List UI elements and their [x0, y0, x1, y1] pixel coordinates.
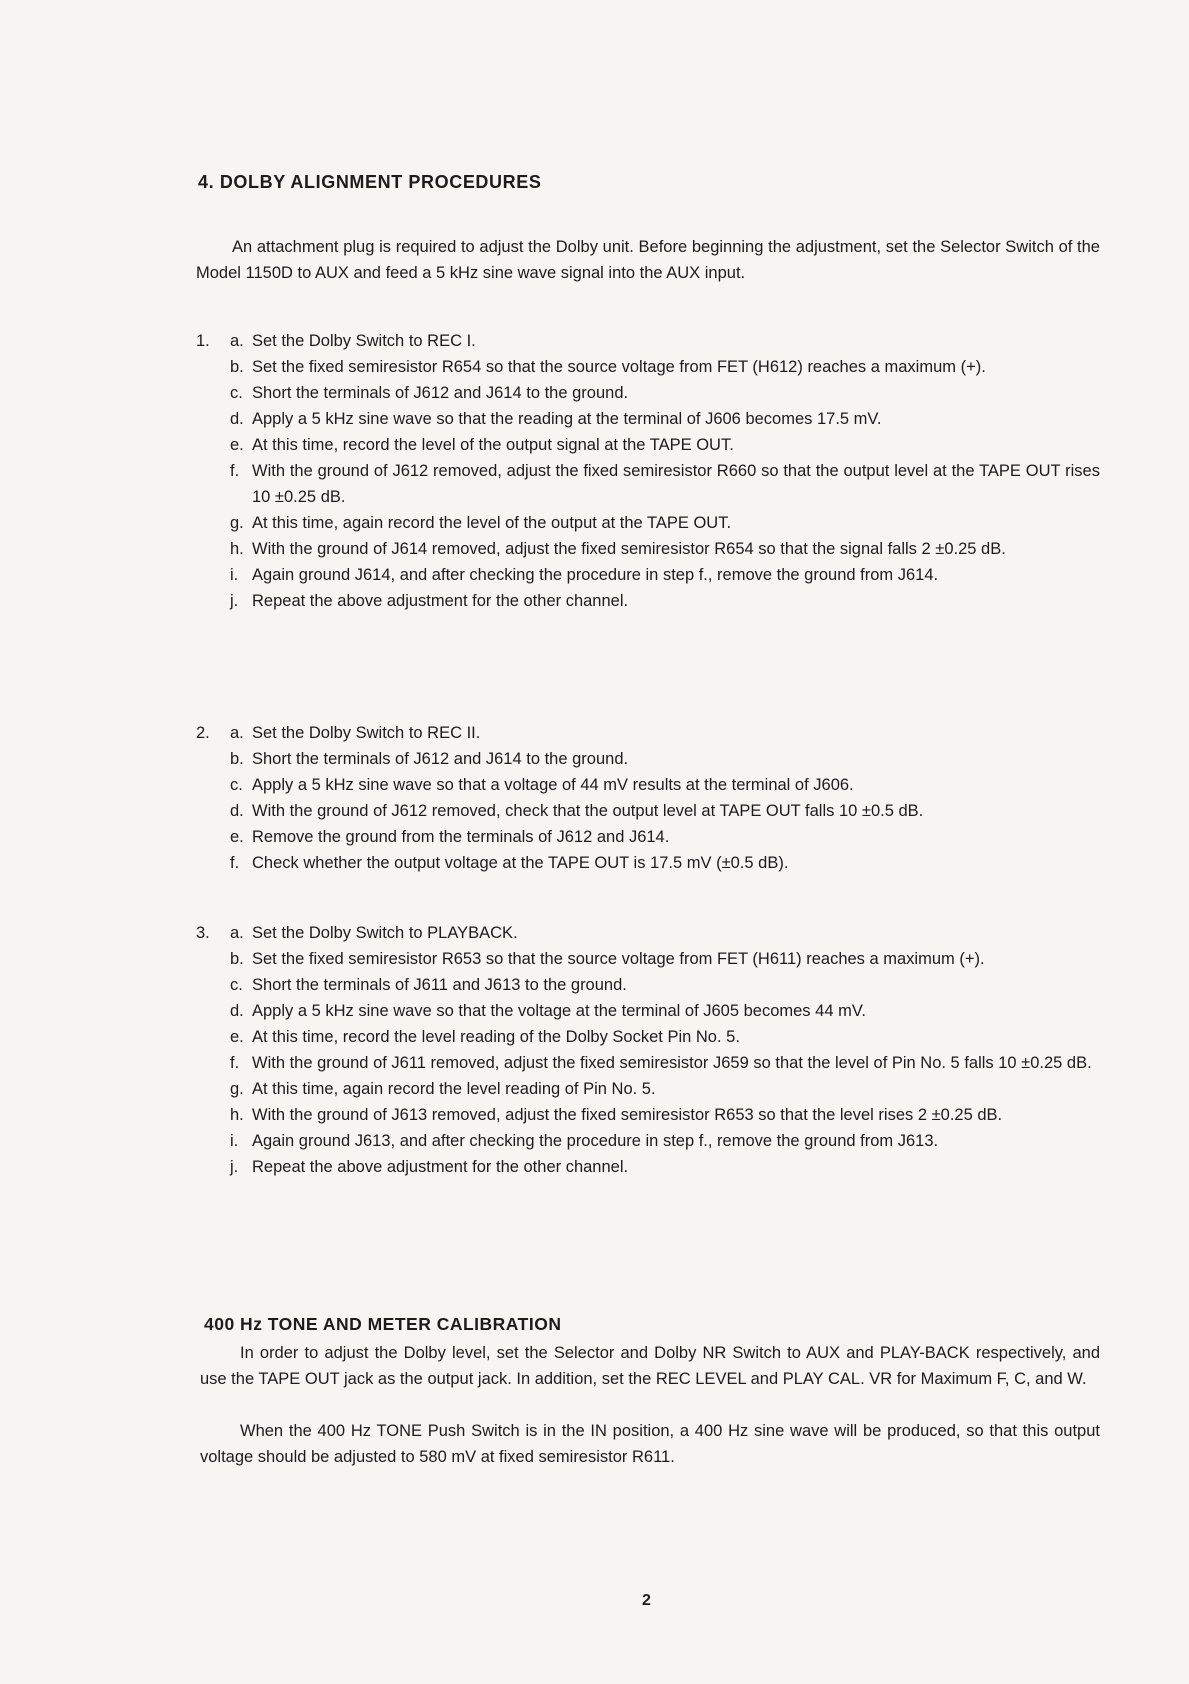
list-item: [230, 406, 1100, 432]
step-number: 1.: [196, 332, 210, 350]
list-item: [230, 998, 1100, 1024]
list-item: [230, 380, 1100, 406]
item-letter: b.: [230, 950, 244, 968]
item-text: Apply a 5 kHz sine wave so that a voltage of 44 mV results at the terminal of J606.: [252, 776, 854, 794]
item-letter: j.: [230, 1158, 239, 1176]
list-item: [230, 458, 1100, 510]
list-item: [230, 920, 1100, 946]
item-text: With the ground of J611 removed, adjust the fixed semiresistor J659 so that the level of Pin No. 5 falls 10 ±0.25 dB.: [252, 1054, 1092, 1072]
item-text: Again ground J613, and after checking the procedure in step f., remove the ground from J613.: [252, 1132, 939, 1150]
item-text: Short the terminals of J612 and J614 to the ground.: [252, 750, 629, 768]
list-item: [230, 432, 1100, 458]
item-text: Repeat the above adjustment for the other channel.: [252, 1158, 629, 1176]
item-letter: i.: [230, 1132, 239, 1150]
item-letter: e.: [230, 436, 244, 454]
step-number: 2.: [196, 724, 210, 742]
item-letter: a.: [230, 332, 244, 350]
step-number: 3.: [196, 924, 210, 942]
list-item: [230, 1154, 1100, 1180]
item-text: Set the fixed semiresistor R653 so that the source voltage from FET (H611) reaches a maximum (+).: [252, 950, 985, 968]
item-text: Short the terminals of J612 and J614 to the ground.: [252, 384, 629, 402]
item-letter: d.: [230, 802, 244, 820]
item-text: Set the Dolby Switch to REC II.: [252, 724, 481, 742]
item-letter: f.: [230, 854, 240, 872]
list-item: [230, 972, 1100, 998]
section-heading: 4. DOLBY ALIGNMENT PROCEDURES: [198, 172, 542, 192]
list-item: [230, 798, 1100, 824]
item-text: Set the Dolby Switch to PLAYBACK.: [252, 924, 518, 942]
item-letter: d.: [230, 410, 244, 428]
intro-paragraph: An attachment plug is required to adjust the Dolby unit. Before beginning the adjustment, set the Selector Switch of the Model 1150D to AUX and feed a 5 kHz sine wave signal into the AUX input.: [196, 238, 1100, 282]
item-text: With the ground of J614 removed, adjust the fixed semiresistor R654 so that the signal falls 2 ±0.25 dB.: [252, 540, 1006, 558]
item-text: Set the Dolby Switch to REC I.: [252, 332, 476, 350]
item-text: Short the terminals of J611 and J613 to the ground.: [252, 976, 627, 994]
list-item: [230, 328, 1100, 354]
item-text: With the ground of J612 removed, check that the output level at TAPE OUT falls 10 ±0.5 dB.: [252, 802, 924, 820]
item-text: Check whether the output voltage at the TAPE OUT is 17.5 mV (±0.5 dB).: [252, 854, 789, 872]
procedure-step-1: [196, 328, 1100, 614]
item-letter: d.: [230, 1002, 244, 1020]
list-item: [230, 772, 1100, 798]
item-text: Apply a 5 kHz sine wave so that the reading at the terminal of J606 becomes 17.5 mV.: [252, 410, 882, 428]
item-text: Remove the ground from the terminals of J612 and J614.: [252, 828, 670, 846]
item-letter: c.: [230, 776, 243, 794]
list-item: [230, 824, 1100, 850]
item-letter: g.: [230, 514, 244, 532]
item-letter: f.: [230, 1054, 240, 1072]
calibration-heading: 400 Hz TONE AND METER CALIBRATION: [204, 1314, 562, 1334]
item-letter: g.: [230, 1080, 244, 1098]
item-letter: j.: [230, 592, 239, 610]
list-item: [230, 1102, 1100, 1128]
item-letter: h.: [230, 540, 244, 558]
calibration-paragraph-1: In order to adjust the Dolby level, set the Selector and Dolby NR Switch to AUX and PLAY-BACK respectively, and use the TAPE OUT jack as the output jack. In addition, set the REC LEVEL and PLAY CAL. VR for Maximum F, C, and W.: [200, 1344, 1100, 1388]
list-item: [230, 1128, 1100, 1154]
list-item: [230, 588, 1100, 614]
list-item: [230, 1076, 1100, 1102]
item-text: With the ground of J612 removed, adjust the fixed semiresistor R660 so that the output level at the TAPE OUT rises 10 ±0.25 dB.: [252, 462, 1100, 506]
item-letter: c.: [230, 976, 243, 994]
procedure-step-3: [196, 920, 1100, 1180]
procedure-step-2: [196, 720, 1100, 876]
item-letter: b.: [230, 750, 244, 768]
item-letter: a.: [230, 924, 244, 942]
list-item: [230, 850, 1100, 876]
item-letter: e.: [230, 828, 244, 846]
item-letter: a.: [230, 724, 244, 742]
item-letter: e.: [230, 1028, 244, 1046]
item-text: At this time, again record the level of the output at the TAPE OUT.: [252, 514, 732, 532]
list-item: [230, 946, 1100, 972]
list-item: [230, 1050, 1100, 1076]
list-item: [230, 720, 1100, 746]
item-letter: b.: [230, 358, 244, 376]
list-item: [230, 510, 1100, 536]
item-letter: i.: [230, 566, 239, 584]
item-text: Set the fixed semiresistor R654 so that the source voltage from FET (H612) reaches a maximum (+).: [252, 358, 986, 376]
calibration-paragraph-2: When the 400 Hz TONE Push Switch is in the IN position, a 400 Hz sine wave will be produced, so that this output voltage should be adjusted to 580 mV at fixed semiresistor R611.: [200, 1422, 1100, 1466]
list-item: [230, 536, 1100, 562]
item-letter: c.: [230, 384, 243, 402]
item-text: With the ground of J613 removed, adjust the fixed semiresistor R653 so that the level rises 2 ±0.25 dB.: [252, 1106, 1003, 1124]
page-number: 2: [642, 1592, 651, 1609]
list-item: [230, 354, 1100, 380]
list-item: [230, 746, 1100, 772]
list-item: [230, 1024, 1100, 1050]
item-letter: f.: [230, 462, 240, 480]
item-text: Apply a 5 kHz sine wave so that the voltage at the terminal of J605 becomes 44 mV.: [252, 1002, 866, 1020]
item-text: At this time, record the level of the output signal at the TAPE OUT.: [252, 436, 734, 454]
item-text: Repeat the above adjustment for the other channel.: [252, 592, 629, 610]
list-item: [230, 562, 1100, 588]
item-text: At this time, again record the level reading of Pin No. 5.: [252, 1080, 656, 1098]
item-text: At this time, record the level reading of the Dolby Socket Pin No. 5.: [252, 1028, 740, 1046]
item-text: Again ground J614, and after checking the procedure in step f., remove the ground from J614.: [252, 566, 939, 584]
item-letter: h.: [230, 1106, 244, 1124]
